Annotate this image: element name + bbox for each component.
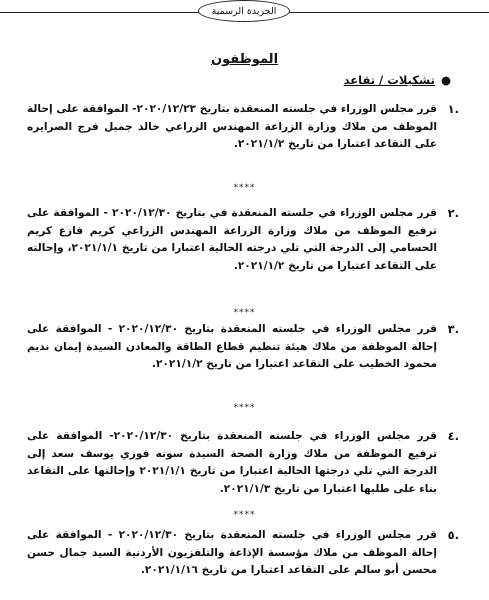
gazette-header-label: الجريدة الرسمية [198, 0, 290, 22]
decision-item-2 [27, 205, 459, 275]
section-title: الموظفون [210, 52, 279, 67]
item-text: قرر مجلس الوزراء في جلسته المنعقدة بتاريخ ٢٠٢٠/١٢/٣٠- الموافقة على ترفيع الموظفة من ملاك وزارة الصحة السيدة سونه فوزي يوسف سعد إلى الدرجة التي تلي درجتها الحالية اعتبارا من تاريخ ٢٠٢١/١/١ وإحالتها على التقاعد بناء على طلبها اعتبارا من تاريخ ٢٠٢١/١/٣. [27, 430, 438, 495]
separator: **** [233, 183, 256, 193]
header-rule-right [288, 12, 489, 13]
decision-item-3 [27, 321, 459, 374]
decision-item-1 [27, 101, 459, 154]
separator: **** [233, 510, 256, 520]
header-rule-left [0, 12, 200, 13]
item-number: .٥ [447, 528, 459, 542]
item-text: قرر مجلس الوزراء في جلسته المنعقدة بتاريخ ٢٠٢٠/١٢/٣٠ - الموافقة على إحالة الموظفة من ملاك هيئة تنظيم قطاع الطاقة والمعادن السيدة إيمان نديم محمود الخطيب على التقاعد اعتبارا من تاريخ ٢٠٢١/١/٢. [27, 323, 437, 370]
decision-item-5 [27, 527, 459, 580]
decision-item-4 [27, 428, 459, 498]
separator: **** [233, 403, 256, 413]
item-number: .٣ [447, 322, 459, 336]
bullet-icon: ● [440, 73, 451, 87]
item-text: قرر مجلس الوزراء في جلسته المنعقدة في بتاريخ ٢٠٢٠/١٢/٣٠ - الموافقة على ترفيع الموظف من ملاك وزارة الزراعة المهندس الزراعي كريم فازع كريم الحسامي إلى الدرجة التي تلي درجته الحالية اعتبارا من تاريخ ٢٠٢١/١/١، وإحالته على التقاعد اعتبارا من تاريخ ٢٠٢١/١/٢. [27, 207, 437, 272]
sub-heading-text: تشكيلات / تقاعد [343, 73, 435, 87]
item-number: .٢ [447, 206, 459, 220]
item-text: قرر مجلس الوزراء في جلسته المنعقدة بتاريخ ٢٠٢٠/١٢/٢٣- الموافقة على إحالة الموظف من ملاك وزارة الزراعة المهندس الزراعي خالد جميل فرج الصرايره على التقاعد اعتبارا من تاريخ ٢٠٢١/١/٢. [27, 103, 437, 150]
separator: **** [233, 308, 256, 318]
item-number: .٤ [447, 429, 459, 443]
section-title-wrap [0, 52, 489, 67]
item-text: قرر مجلس الوزراء في جلسته المنعقدة بتاريخ ٢٠٢٠/١٢/٣٠ - الموافقة على إحالة الموظف من ملاك مؤسسة الإذاعة والتلفزيون الأردنية السيد جمال حسن محسن أبو سالم على التقاعد اعتبارا من تاريخ ٢٠٢١/١/١٦. [27, 529, 437, 576]
item-number: .١ [447, 102, 459, 116]
sub-heading [344, 73, 451, 87]
